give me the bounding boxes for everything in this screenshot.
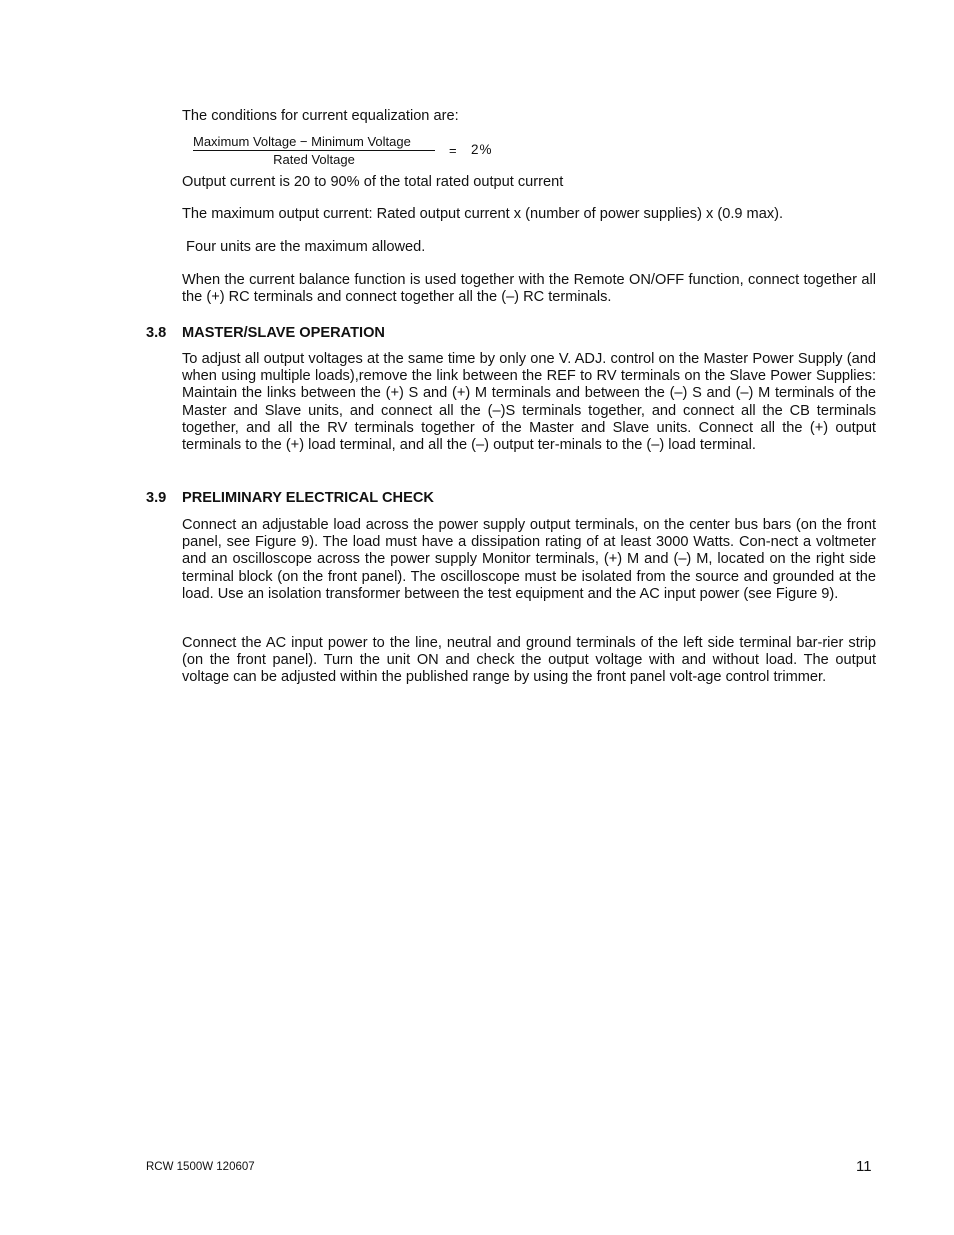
output-current-text: Output current is 20 to 90% of the total rated output current [182,174,564,190]
remote-onoff-text: When the current balance function is used together with the Remote ON/OFF function, connect together all the (+) RC terminals and connect together all the (–) RC terminals. [182,272,876,306]
section-3-8-body: To adjust all output voltages at the same time by only one V. ADJ. control on the Master Power Supply (and when using multiple loads),remove the link between the REF to RV terminals on the Slave Power Supplies: Maintain the links between the (+) S and (+) M terminals and between the (–) S and (–) M terminals of the Master and Slave units, and connect all the (–)S terminals together, and connect all the CB terminals together, and all the RV terminals together of the Master and Slave units. Connect all the (+) output terminals to the (+) load terminal, and all the (–) output ter-minals to the (–) load terminal. [182,351,876,454]
formula-equals: = [449,143,457,158]
section-3-9-heading [146,490,434,507]
section-3-9-number: 3.9 [146,490,167,506]
current-equalization-formula [193,134,513,170]
formula-value: 2% [471,142,493,157]
formula-denominator: Rated Voltage [273,152,355,167]
formula-numerator: Maximum Voltage − Minimum Voltage [193,134,435,151]
intro-text: The conditions for current equalization are: [182,108,459,124]
section-3-9-body-2: Connect the AC input power to the line, neutral and ground terminals of the left side terminal bar-rier strip (on the front panel). Turn the unit ON and check the output voltage with and without load. The output voltage can be adjusted within the published range by using the front panel volt-age control trimmer. [182,635,876,686]
section-3-9-title: PRELIMINARY ELECTRICAL CHECK [182,490,434,506]
section-3-9-body-1: Connect an adjustable load across the power supply output terminals, on the center bus bars (on the front panel, see Figure 9). The load must have a dissipation rating of at least 3000 Watts. Con-nect a voltmeter and an oscilloscope across the power supply Monitor terminals, (+) M and (–) M, located on the right side terminal block (on the front panel). The oscilloscope must be isolated from the source and grounded at the load. Use an isolation transformer between the test equipment and the AC input power (see Figure 9). [182,517,876,602]
section-3-8-number: 3.8 [146,325,167,341]
section-3-8-title: MASTER/SLAVE OPERATION [182,325,385,341]
max-output-current-text: The maximum output current: Rated output current x (number of power supplies) x (0.9 max). [182,206,784,222]
section-3-8-heading [146,325,385,342]
formula-fraction [193,134,435,168]
four-units-text: Four units are the maximum allowed. [182,239,426,255]
footer-page-number: 11 [856,1158,872,1175]
footer-doc-id: RCW 1500W 120607 [146,1161,255,1173]
